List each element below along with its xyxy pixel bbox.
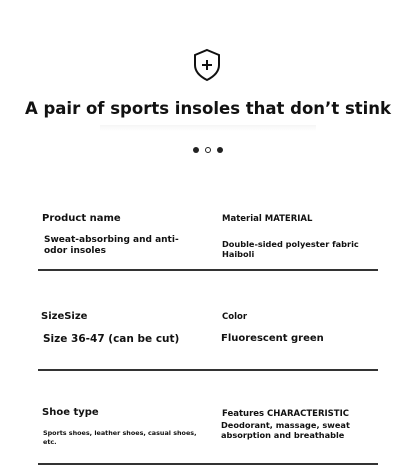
carousel-dots	[193, 147, 223, 153]
row-separator	[38, 463, 378, 465]
row-separator	[38, 269, 378, 271]
product-name-label: Product name	[42, 213, 121, 224]
title-shadow	[100, 125, 316, 131]
page-title: A pair of sports insoles that don’t stink	[24, 99, 392, 118]
carousel-dot-1[interactable]	[193, 147, 199, 153]
features-value: Deodorant, massage, sweat absorption and breathable	[221, 420, 350, 440]
size-value: Size 36-47 (can be cut)	[43, 333, 180, 345]
material-value: Double-sided polyester fabric Haiboli	[222, 239, 359, 259]
shield-plus-icon	[192, 48, 222, 82]
carousel-dot-2[interactable]	[205, 147, 211, 153]
row-separator	[38, 369, 378, 371]
features-label: Features CHARACTERISTIC	[222, 409, 349, 419]
size-label: SizeSize	[41, 311, 88, 322]
material-label: Material MATERIAL	[222, 214, 313, 224]
color-label: Color	[222, 312, 248, 322]
shoe-type-label: Shoe type	[42, 407, 99, 418]
product-name-value: Sweat-absorbing and anti-odor insoles	[44, 235, 179, 256]
carousel-dot-3[interactable]	[217, 147, 223, 153]
shoe-type-value: Sports shoes, leather shoes, casual shoes, etc.	[43, 429, 197, 446]
color-value: Fluorescent green	[221, 333, 324, 344]
